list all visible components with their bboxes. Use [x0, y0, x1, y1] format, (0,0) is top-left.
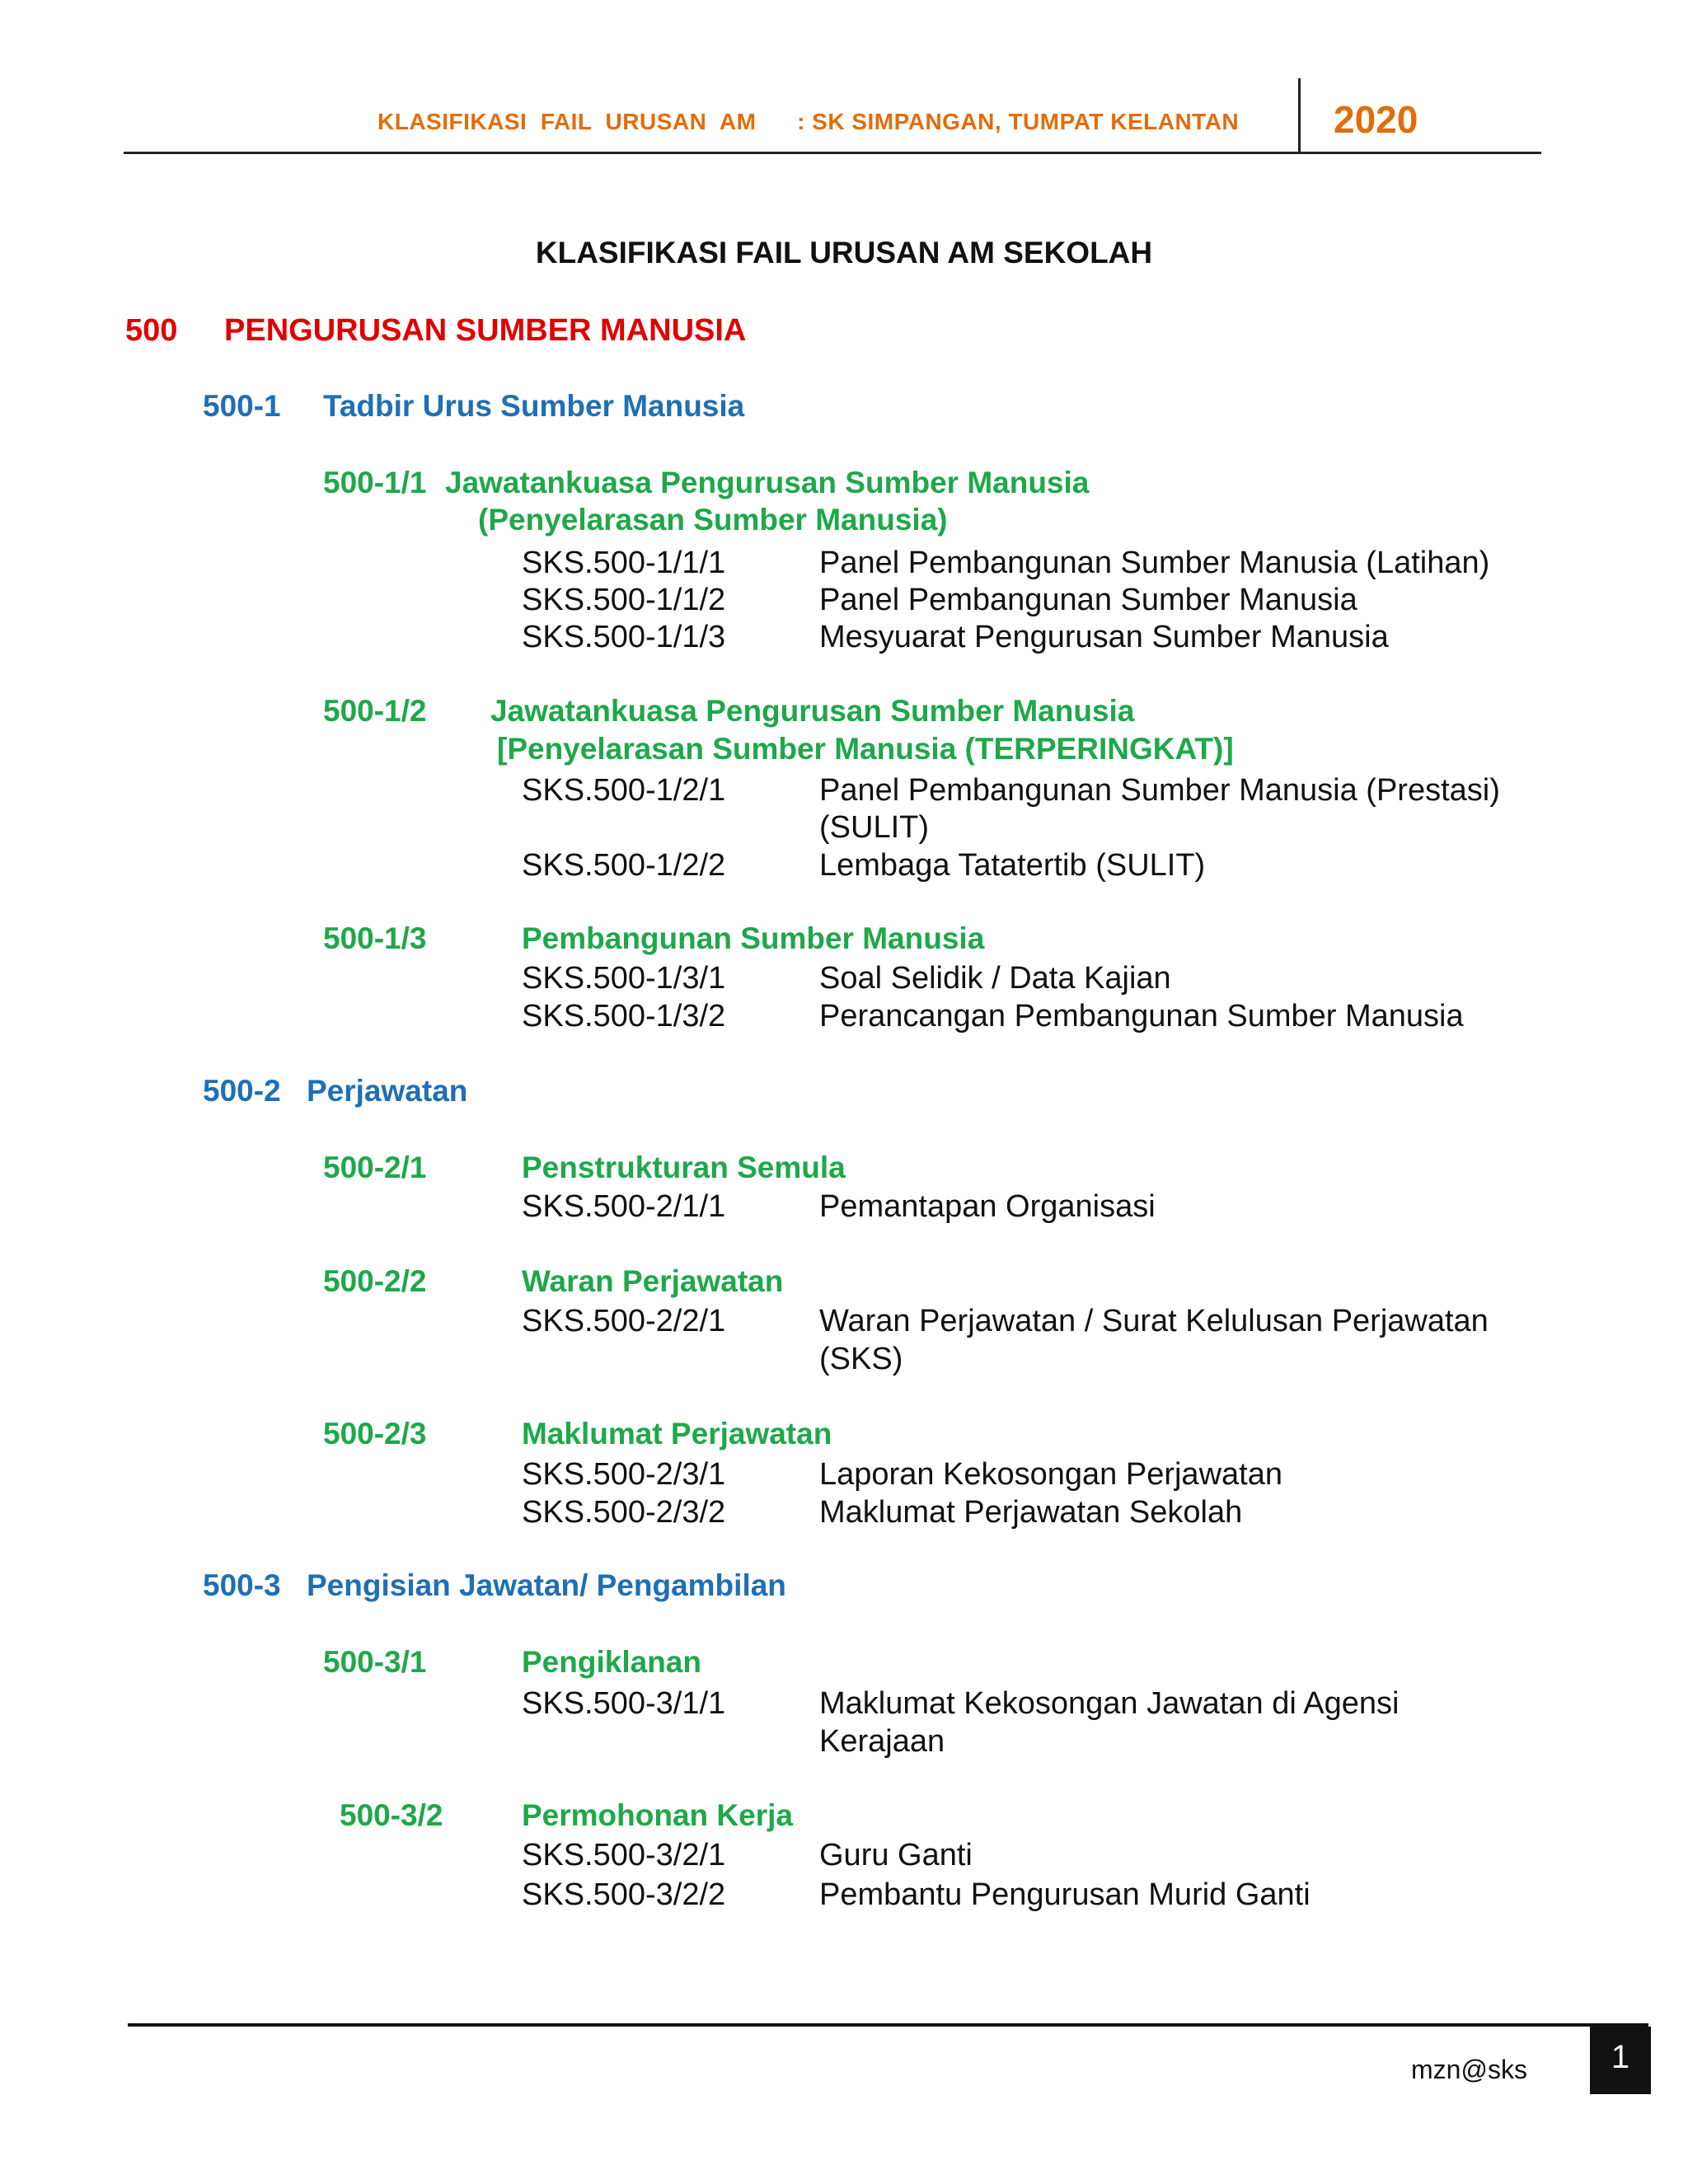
file-desc: Perancangan Pembangunan Sumber Manusia [819, 999, 1464, 1033]
header-title: KLASIFIKASI FAIL URUSAN AM : SK SIMPANGAN, TUMPAT KELANTAN [377, 109, 1240, 134]
subgroup-title: Waran Perjawatan [522, 1264, 784, 1298]
file-code: SKS.500-1/1/2 [522, 583, 726, 617]
file-code: SKS.500-2/3/1 [522, 1457, 726, 1492]
file-desc: Guru Ganti [819, 1838, 973, 1872]
file-desc: Panel Pembangunan Sumber Manusia (Latihan) [819, 546, 1490, 580]
group-title: Tadbir Urus Sumber Manusia [323, 389, 745, 423]
file-desc: Soal Selidik / Data Kajian [819, 961, 1171, 996]
document-title: KLASIFIKASI FAIL URUSAN AM SEKOLAH [535, 236, 1153, 269]
group-title: Perjawatan [307, 1074, 468, 1108]
file-desc: Pembantu Pengurusan Murid Ganti [819, 1877, 1311, 1912]
subgroup-title: Permohonan Kerja [522, 1798, 793, 1832]
group-code: 500-3 [203, 1568, 281, 1602]
header-year: 2020 [1334, 98, 1418, 141]
file-code: SKS.500-3/1/1 [522, 1686, 726, 1721]
file-code: SKS.500-1/1/1 [522, 546, 726, 580]
subgroup-title-cont: (Penyelarasan Sumber Manusia) [478, 503, 948, 537]
file-desc: Lembaga Tatatertib (SULIT) [819, 848, 1206, 883]
file-desc-cont: Kerajaan [819, 1724, 945, 1759]
group-title: Pengisian Jawatan/ Pengambilan [307, 1568, 786, 1602]
file-desc-cont: (SKS) [819, 1342, 903, 1376]
file-desc: Mesyuarat Pengurusan Sumber Manusia [819, 620, 1389, 654]
subgroup-code: 500-2/3 [323, 1417, 427, 1451]
subgroup-title-cont: [Penyelarasan Sumber Manusia (TERPERINGKAT)] [497, 732, 1234, 766]
file-desc: Pemantapan Organisasi [819, 1189, 1156, 1224]
file-desc: Waran Perjawatan / Surat Kelulusan Perjawatan [819, 1304, 1489, 1338]
file-desc: Maklumat Kekosongan Jawatan di Agensi [819, 1686, 1400, 1721]
footer-rule [128, 2023, 1648, 2027]
section-code: 500 [125, 313, 178, 348]
subgroup-code: 500-2/2 [323, 1264, 427, 1298]
file-code: SKS.500-2/3/2 [522, 1495, 726, 1530]
subgroup-title: Jawatankuasa Pengurusan Sumber Manusia [490, 694, 1135, 728]
file-code: SKS.500-2/2/1 [522, 1304, 726, 1338]
file-code: SKS.500-1/2/2 [522, 848, 726, 883]
file-code: SKS.500-3/2/1 [522, 1838, 726, 1872]
subgroup-code: 500-3/2 [340, 1798, 443, 1832]
file-code: SKS.500-3/2/2 [522, 1877, 726, 1912]
subgroup-title: Pembangunan Sumber Manusia [522, 921, 985, 955]
subgroup-title: Penstrukturan Semula [522, 1151, 846, 1184]
subgroup-title: Pengiklanan [522, 1645, 701, 1679]
subgroup-code: 500-1/3 [323, 921, 427, 955]
subgroup-code: 500-1/1 [323, 466, 427, 499]
file-desc: Laporan Kekosongan Perjawatan [819, 1457, 1282, 1492]
file-desc: Panel Pembangunan Sumber Manusia [819, 583, 1357, 617]
subgroup-title: Jawatankuasa Pengurusan Sumber Manusia [445, 466, 1090, 499]
file-code: SKS.500-1/2/1 [522, 773, 726, 808]
subgroup-title: Maklumat Perjawatan [522, 1417, 832, 1451]
subgroup-code: 500-2/1 [323, 1151, 427, 1184]
subgroup-code: 500-1/2 [323, 694, 427, 728]
file-code: SKS.500-1/1/3 [522, 620, 726, 654]
file-code: SKS.500-2/1/1 [522, 1189, 726, 1224]
header-rule [124, 152, 1541, 154]
footer-author: mzn@sks [1411, 2055, 1527, 2084]
file-code: SKS.500-1/3/2 [522, 999, 726, 1033]
group-code: 500-2 [203, 1074, 281, 1108]
section-title: PENGURUSAN SUMBER MANUSIA [224, 313, 747, 348]
file-code: SKS.500-1/3/1 [522, 961, 726, 996]
subgroup-code: 500-3/1 [323, 1645, 427, 1679]
page-number: 1 [1590, 2027, 1651, 2094]
file-desc: Maklumat Perjawatan Sekolah [819, 1495, 1243, 1530]
header-divider [1298, 78, 1301, 152]
file-desc: Panel Pembangunan Sumber Manusia (Prestasi) [819, 773, 1500, 808]
file-desc-cont: (SULIT) [819, 810, 929, 845]
group-code: 500-1 [203, 389, 281, 423]
